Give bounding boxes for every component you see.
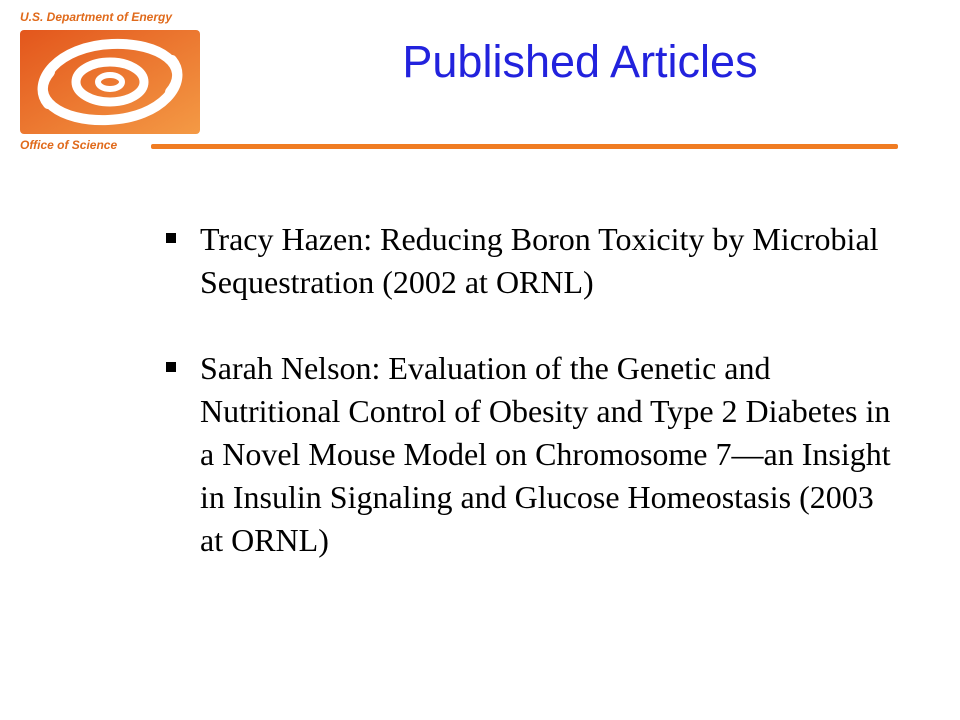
department-label: U.S. Department of Energy [20, 10, 173, 24]
article-text: Tracy Hazen: Reducing Boron Toxicity by Microbial Sequestration (2002 at ORNL) [200, 221, 879, 300]
article-list [160, 218, 900, 605]
list-item [160, 218, 900, 304]
article-text: Sarah Nelson: Evaluation of the Genetic and Nutritional Control of Obesity and Type 2 Diabetes in a Novel Mouse Model on Chromosome 7—an Insight in Insulin Signaling and Glucose Homeostasis (2003 at ORNL) [200, 350, 891, 558]
slide-title: Published Articles [402, 36, 758, 87]
list-item [160, 347, 900, 562]
doe-office-of-science-logo [20, 30, 200, 134]
office-label: Office of Science [20, 138, 118, 152]
square-bullet-icon [166, 362, 176, 372]
header-divider [151, 144, 898, 149]
square-bullet-icon [166, 233, 176, 243]
